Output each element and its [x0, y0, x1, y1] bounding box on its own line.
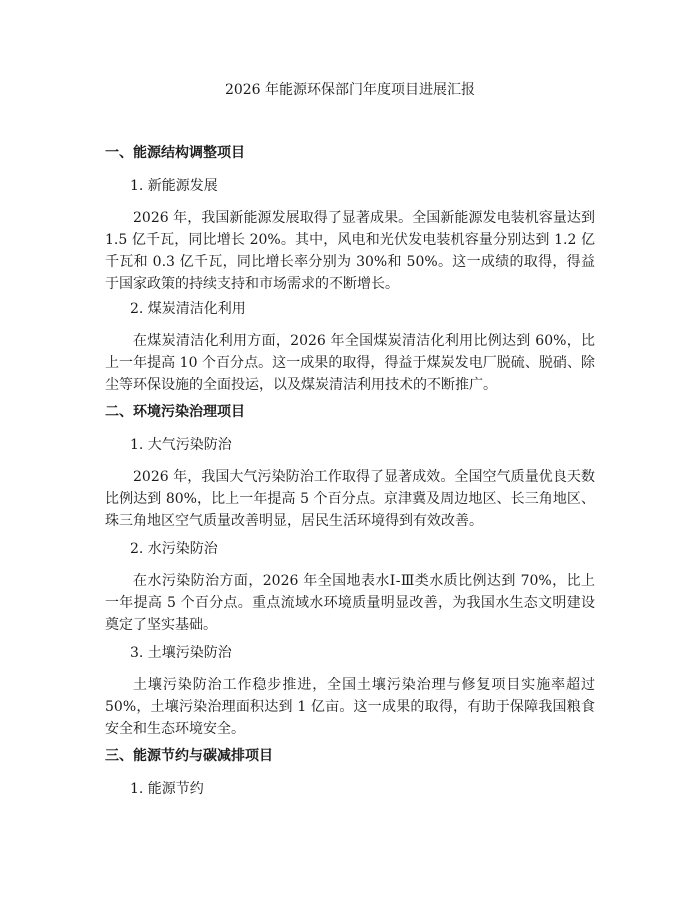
subsection-heading-clean-coal: 2. 煤炭清洁化利用 — [130, 301, 246, 317]
subsection-heading-air-pollution: 1. 大气污染防治 — [130, 437, 232, 453]
section-heading-energy-saving: 三、能源节约与碳减排项目 — [105, 748, 273, 764]
subsection-heading-soil-pollution: 3. 土壤污染防治 — [130, 645, 232, 661]
section-heading-pollution-control: 二、环境污染治理项目 — [105, 404, 245, 420]
subsection-heading-new-energy: 1. 新能源发展 — [130, 178, 218, 194]
section-heading-energy-structure: 一、能源结构调整项目 — [105, 145, 245, 161]
paragraph-clean-coal: 在煤炭清洁化利用方面，2026 年全国煤炭清洁化利用比例达到 60%，比上一年提高 10 个百分点。这一成果的取得，得益于煤炭发电厂脱硫、脱硝、除尘等环保设施的全面投运，以及煤炭清洁利用技术的不断推广。 — [105, 333, 595, 393]
subsection-heading-water-pollution: 2. 水污染防治 — [130, 541, 218, 557]
document-title: 2026 年能源环保部门年度项目进展汇报 — [224, 82, 476, 98]
paragraph-new-energy: 2026 年，我国新能源发展取得了显著成果。全国新能源发电装机容量达到 1.5 亿千瓦，同比增长 20%。其中，风电和光伏发电装机容量分别达到 1.2 亿千瓦和 0.3 亿千瓦，同比增长率分别为 30%和 50%。这一成绩的取得，得益于国家政策的持续支持和市场需求的不断增长。 — [105, 210, 595, 292]
paragraph-air-pollution: 2026 年，我国大气污染防治工作取得了显著成效。全国空气质量优良天数比例达到 80%，比上一年提高 5 个百分点。京津冀及周边地区、长三角地区、珠三角地区空气质量改善明显，居民生活环境得到有效改善。 — [105, 469, 595, 529]
paragraph-water-pollution: 在水污染防治方面，2026 年全国地表水Ⅰ-Ⅲ类水质比例达到 70%，比上一年提高 5 个百分点。重点流域水环境质量明显改善，为我国水生态文明建设奠定了坚实基础。 — [105, 573, 595, 633]
subsection-heading-energy-conservation: 1. 能源节约 — [130, 781, 204, 797]
paragraph-soil-pollution: 土壤污染防治工作稳步推进，全国土壤污染治理与修复项目实施率超过 50%，土壤污染治理面积达到 1 亿亩。这一成果的取得，有助于保障我国粮食安全和生态环境安全。 — [105, 677, 595, 737]
